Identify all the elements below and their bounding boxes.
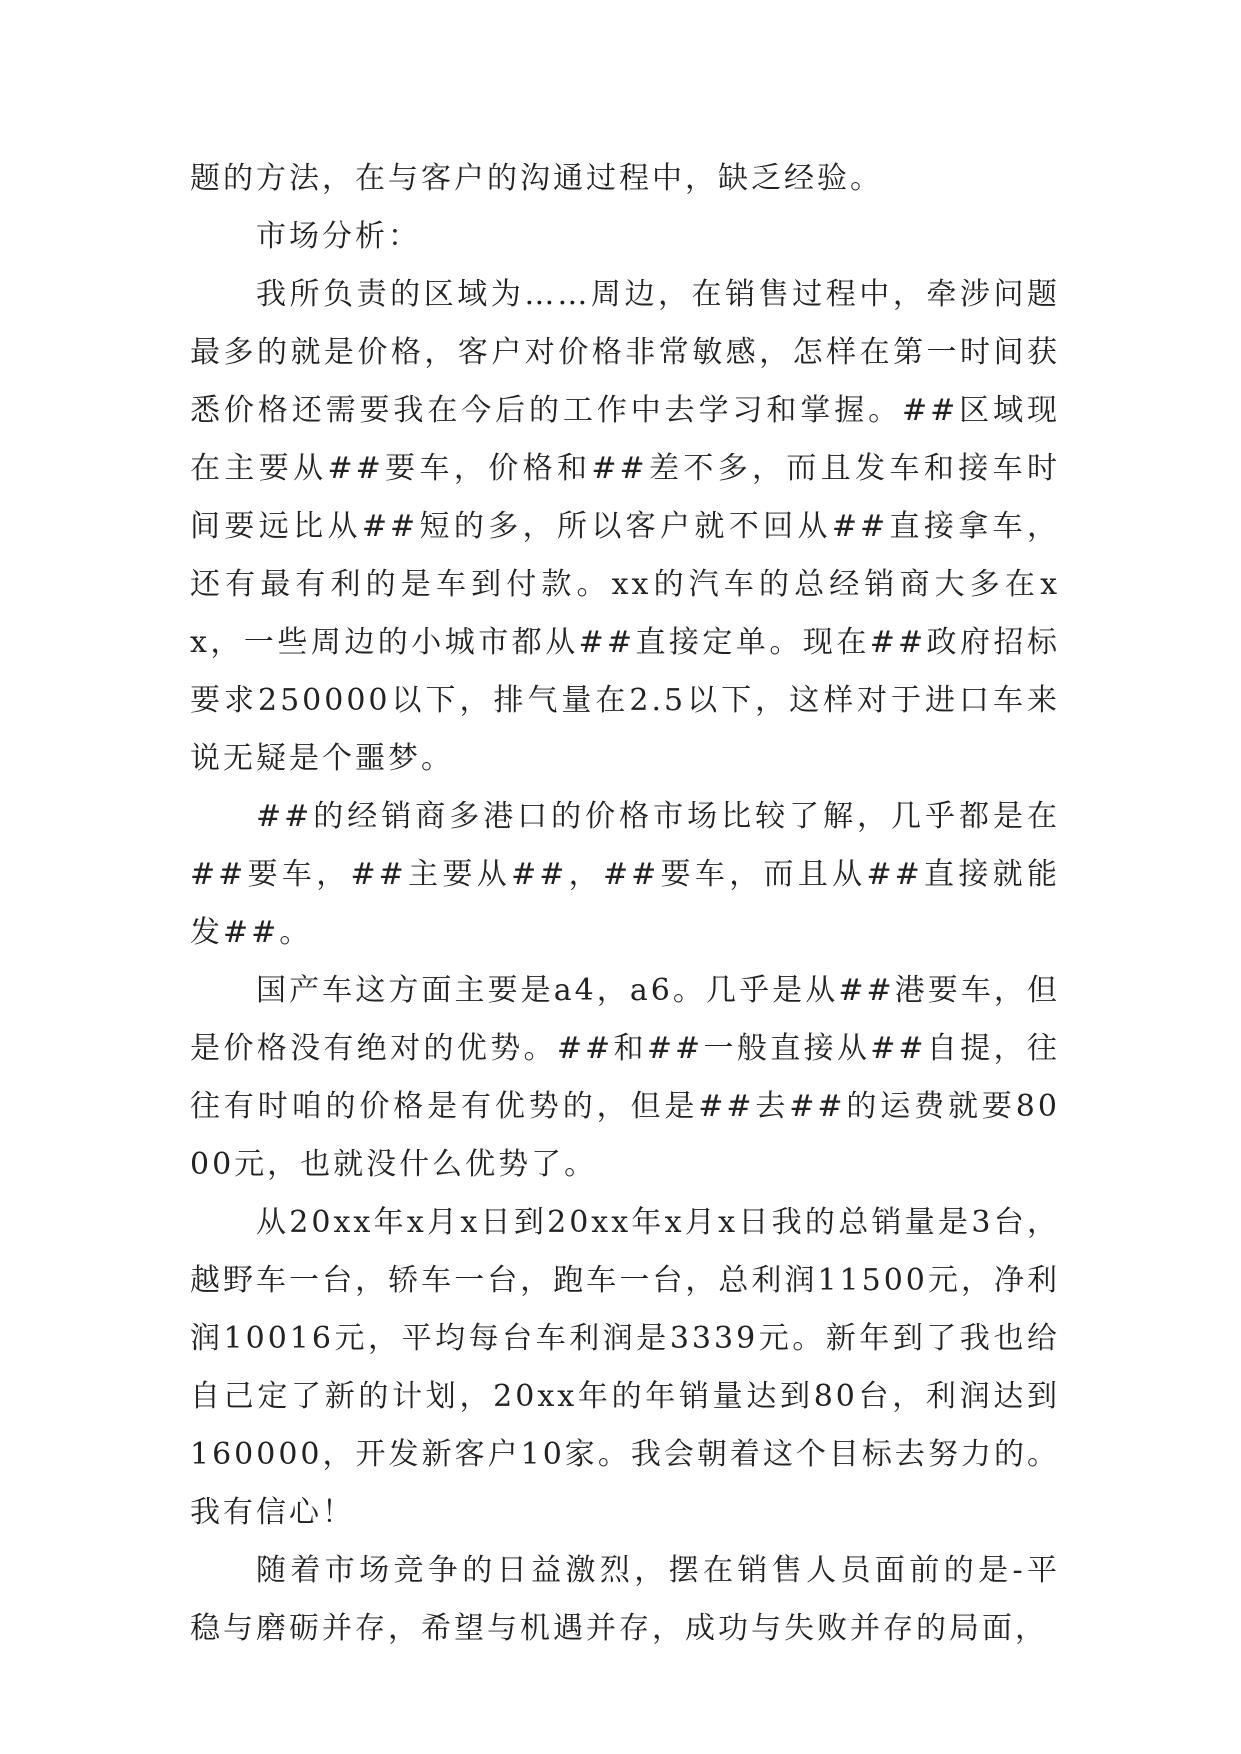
paragraph-5: 国产车这方面主要是a4，a6。几乎是从##港要车，但是价格没有绝对的优势。##和##一般直接从##自提，往往有时咱的价格是有优势的，但是##去##的运费就要8000元，也就没什么优势了。 [190, 973, 1060, 1182]
paragraph-1: 题的方法，在与客户的沟通过程中，缺乏经验。 [190, 161, 883, 196]
paragraph-3: 我所负责的区域为……周边，在销售过程中，牵涉问题最多的就是价格，客户对价格非常敏感，怎样在第一时间获悉价格还需要我在今后的工作中去学习和掌握。##区域现在主要从##要车，价格和##差不多，而且发车和接车时间要远比从##短的多，所以客户就不回从##直接拿车，还有最有利的是车到付款。xx的汽车的总经销商大多在xx，一些周边的小城市都从##直接定单。现在##政府招标要求250000以下，排气量在2.5以下，这样对于进口车来说无疑是个噩梦。 [190, 277, 1060, 776]
paragraph-7: 随着市场竞争的日益激烈，摆在销售人员面前的是-平稳与磨砺并存，希望与机遇并存，成功与失败并存的局面， [190, 1553, 1060, 1646]
paragraph-6: 从20xx年x月x日到20xx年x月x日我的总销量是3台，越野车一台，轿车一台，跑车一台，总利润11500元，净利润10016元，平均每台车利润是3339元。新年到了我也给自己定了新的计划，20xx年的年销量达到80台，利润达到160000，开发新客户10家。我会朝着这个目标去努力的。我有信心！ [190, 1205, 1060, 1530]
paragraph-2-heading: 市场分析： [256, 219, 421, 254]
document-page [190, 150, 1060, 1658]
paragraph-4: ##的经销商多港口的价格市场比较了解，几乎都是在##要车，##主要从##，##要车，而且从##直接就能发##。 [190, 799, 1060, 950]
